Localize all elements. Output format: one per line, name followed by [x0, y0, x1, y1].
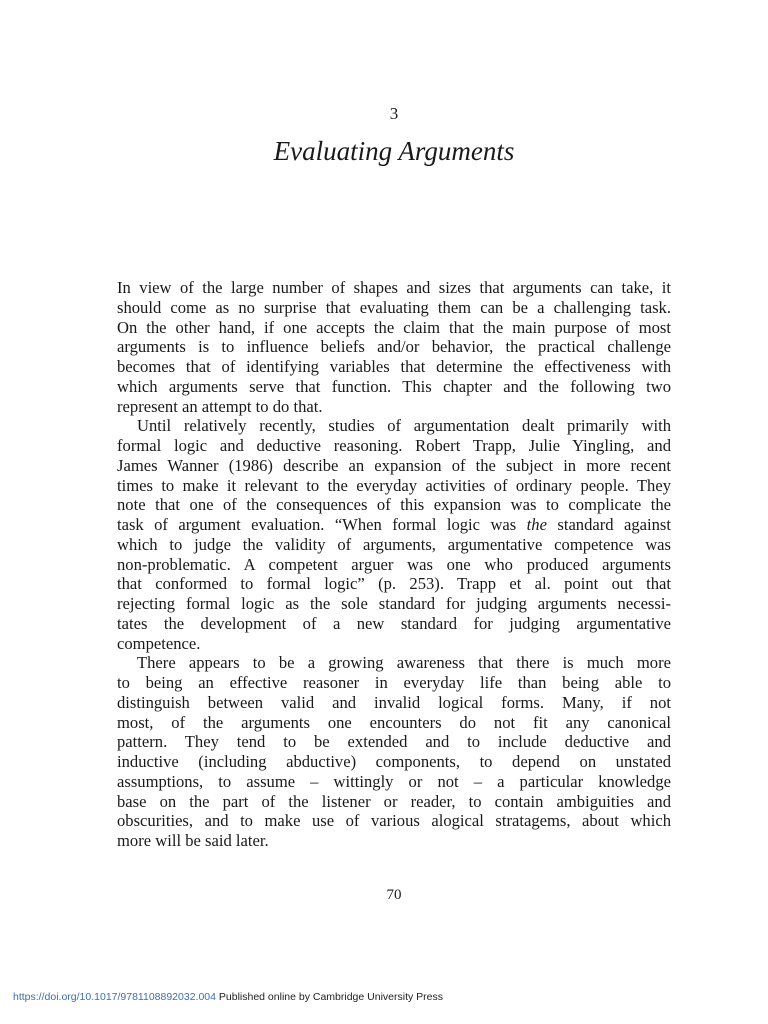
chapter-number: 3 [389, 104, 399, 123]
body-text [117, 278, 671, 851]
text-line: There appears to be a growing awareness that there is much more [137, 653, 671, 673]
text-segment: task of argument evaluation. “When formal logic was [117, 515, 517, 534]
text-line: base on the part of the listener or reader, to contain ambiguities and [117, 791, 671, 811]
text-line: more will be said later. [117, 831, 269, 850]
text-line: obscurities, and to make use of various alogical stratagems, about which [117, 811, 671, 831]
text-line: In view of the large number of shapes and sizes that arguments can take, it [117, 278, 671, 297]
doi-link[interactable]: https://doi.org/10.1017/9781108892032.004 [13, 991, 216, 1003]
text-line: non-problematic. A competent arguer was one who produced arguments [117, 554, 671, 574]
page-number: 70 [386, 887, 402, 903]
text-line: arguments is to influence beliefs and/or behavior, the practical challenge [117, 337, 671, 357]
text-line: inductive (including abductive) components, to depend on unstated [117, 752, 671, 771]
text-line: On the other hand, if one accepts the claim that the main purpose of most [117, 317, 671, 337]
text-line: becomes that of identifying variables that determine the effectiveness with [117, 357, 671, 376]
text-line: competence. [117, 633, 201, 653]
text-line-mixed [117, 515, 671, 535]
chapter-title: Evaluating Arguments [273, 136, 515, 166]
text-line: assumptions, to assume – wittingly or not – a particular knowledge [117, 771, 671, 791]
text-line: times to make it relevant to the everyday activities of ordinary people. They [117, 475, 671, 495]
text-line: should come as no surprise that evaluating them can be a challenging task. [117, 297, 671, 317]
text-line: Until relatively recently, studies of argumentation dealt primarily with [137, 416, 671, 436]
text-line: which to judge the validity of arguments, argumentative competence was [117, 534, 671, 554]
text-line: represent an attempt to do that. [117, 396, 323, 416]
text-line: to being an effective reasoner in everyday life than being able to [117, 673, 671, 692]
emphasis: the [526, 515, 547, 534]
footer [13, 990, 443, 1004]
text-line: James Wanner (1986) describe an expansion of the subject in more recent [117, 455, 671, 475]
text-line: rejecting formal logic as the sole standard for judging arguments necessi- [117, 594, 671, 613]
text-line: tates the development of a new standard for judging argumentative [117, 613, 671, 633]
text-line: that conformed to formal logic” (p. 253). Trapp et al. point out that [117, 574, 671, 594]
text-segment: standard against [557, 515, 671, 534]
published-text: Published online by Cambridge University Press [215, 991, 444, 1003]
text-line: note that one of the consequences of this expansion was to complicate the [117, 495, 671, 515]
text-line: distinguish between valid and invalid logical forms. Many, if not [117, 692, 671, 712]
text-line: most, of the arguments one encounters do not fit any canonical [117, 712, 671, 732]
text-line: which arguments serve that function. This chapter and the following two [117, 376, 671, 396]
text-line: formal logic and deductive reasoning. Robert Trapp, Julie Yingling, and [117, 436, 671, 455]
text-line: pattern. They tend to be extended and to include deductive and [117, 732, 671, 752]
